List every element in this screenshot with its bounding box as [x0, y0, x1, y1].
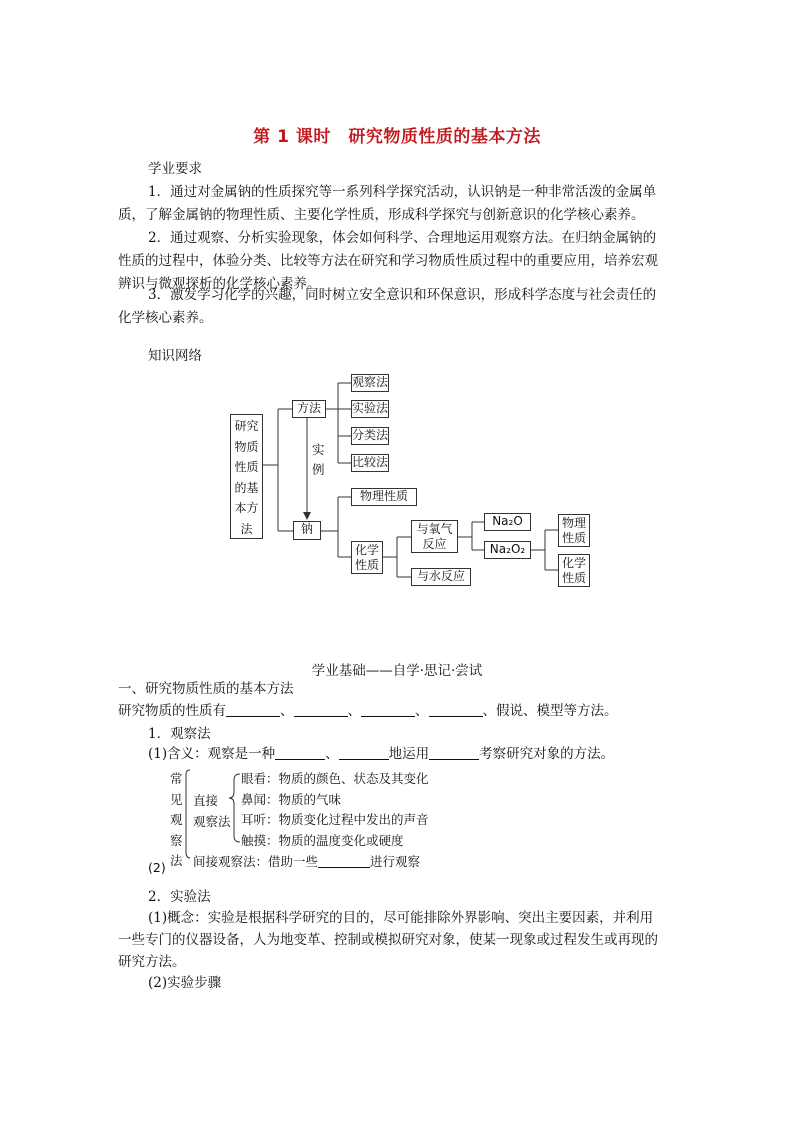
sodium-node: 钠: [293, 521, 321, 540]
obs-def-part-1: (1)含义：观察是一种: [148, 746, 276, 762]
direct-observation-label: [193, 790, 231, 832]
sep-1: 、: [280, 703, 294, 719]
method-experiment: 实验法: [351, 400, 389, 418]
indirect-observation-line: [193, 852, 420, 870]
requirement-2-line-1: 2．通过观察、分析实验现象，体会如何科学、合理地运用观察方法。在归纳金属钠的: [148, 230, 657, 246]
requirement-1-line-1: 1．通过对金属钠的性质探究等一系列科学探究活动，认识钠是一种非常活泼的金属单: [148, 184, 657, 200]
page-title: 第 1 课时 研究物质性质的基本方法: [253, 127, 541, 147]
oxygen-line-2: 反应: [422, 537, 447, 551]
requirement-3-line-1: 3．激发学习化学的兴趣，同时树立安全意识和环保意识，形成科学态度与社会责任的: [148, 287, 657, 303]
example-char-2: 例: [312, 462, 325, 477]
sense-touch: 触摸：物质的温度变化或硬度: [241, 833, 404, 849]
method-classification: 分类法: [351, 427, 389, 445]
oxide-chemical-line-2: 性质: [561, 571, 586, 585]
experiment-concept-line-2: 一些专门的仪器设备，人为地变革、控制或模拟研究对象，使某一现象或过程发生或再现的: [118, 932, 658, 948]
common-char-4: 察: [170, 832, 183, 848]
obs-def-sep: 、: [325, 746, 339, 762]
methods-fill-prefix: 研究物质的性质有: [118, 703, 226, 719]
experiment-steps-heading: (2)实验步骤: [148, 975, 222, 991]
requirements-heading: 学业要求: [148, 161, 202, 177]
na2o-node: Na₂O: [484, 513, 531, 531]
oxygen-line-1: 与氧气: [416, 522, 453, 536]
requirement-2-line-3: 辨识与微观探析的化学核心素养。: [118, 276, 321, 292]
common-observation-label: [170, 769, 183, 872]
indirect-prefix: 间接观察法：借助一些: [193, 854, 319, 869]
root-line-5: 本方: [234, 501, 259, 515]
indirect-suffix: 进行观察: [370, 854, 421, 869]
obs-def-part-4: 考察研究对象的方法。: [479, 746, 615, 762]
sep-3: 、: [415, 703, 429, 719]
knowledge-network-heading: 知识网络: [148, 348, 202, 364]
na2o2-node: Na₂O₂: [484, 541, 531, 559]
direct-line-1: 直接: [193, 793, 219, 808]
section-title: 学业基础——自学·思记·尝试: [311, 663, 483, 679]
chemical-line-1: 化学: [354, 543, 379, 557]
method-node: 方法: [292, 400, 326, 418]
sense-hearing: 耳听：物质变化过程中发出的声音: [241, 812, 429, 828]
section-heading-1: 一、研究物质性质的基本方法: [118, 681, 294, 697]
requirement-3-line-2: 化学核心素养。: [118, 310, 213, 326]
root-line-3: 性质: [234, 460, 259, 474]
obs-def-part-3: 地运用: [388, 746, 430, 762]
oxide-physical-line-1: 物理: [561, 516, 586, 530]
root-line-6: 法: [240, 521, 253, 536]
experiment-heading: 2．实验法: [148, 889, 211, 905]
common-char-3: 观: [170, 812, 183, 827]
method-comparison: 比较法: [351, 454, 389, 472]
example-char-1: 实: [312, 442, 325, 457]
sep-2: 、: [347, 703, 361, 719]
direct-line-2: 观察法: [193, 814, 231, 829]
common-char-2: 见: [170, 791, 183, 807]
blank-indirect[interactable]: [318, 853, 370, 868]
sense-smell: 鼻闻：物质的气味: [241, 791, 342, 807]
root-line-1: 研究: [234, 419, 259, 433]
requirement-2-line-2: 性质的过程中，体验分类、比较等方法在研究和学习物质性质过程中的重要应用，培养宏观: [118, 253, 658, 269]
common-char-5: 法: [170, 853, 183, 868]
chemical-line-2: 性质: [354, 558, 379, 572]
observation-heading: 1．观察法: [148, 726, 211, 742]
method-observation: 观察法: [351, 374, 389, 392]
water-reaction-node: 与水反应: [411, 568, 471, 586]
experiment-concept-line-3: 研究方法。: [118, 954, 186, 970]
requirement-1-line-2: 质，了解金属钠的物理性质、主要化学性质，形成科学探究与创新意识的化学核心素养。: [118, 207, 645, 223]
root-line-4: 的基: [234, 480, 259, 495]
physical-properties-node: 物理性质: [351, 488, 417, 506]
oxide-physical-line-2: 性质: [561, 531, 586, 545]
common-char-1: 常: [170, 771, 183, 786]
oxide-chemical-line-1: 化学: [561, 556, 586, 570]
experiment-concept-line-1: (1)概念：实验是根据科学研究的目的，尽可能排除外界影响、突出主要因素，并利用: [148, 910, 654, 926]
sense-sight: 眼看：物质的颜色、状态及其变化: [241, 771, 429, 786]
methods-fill-suffix: 、假说、模型等方法。: [482, 703, 618, 719]
root-line-2: 物质: [234, 439, 259, 454]
obs-item-2-label: (2): [148, 860, 166, 875]
senses-list: [241, 769, 429, 852]
